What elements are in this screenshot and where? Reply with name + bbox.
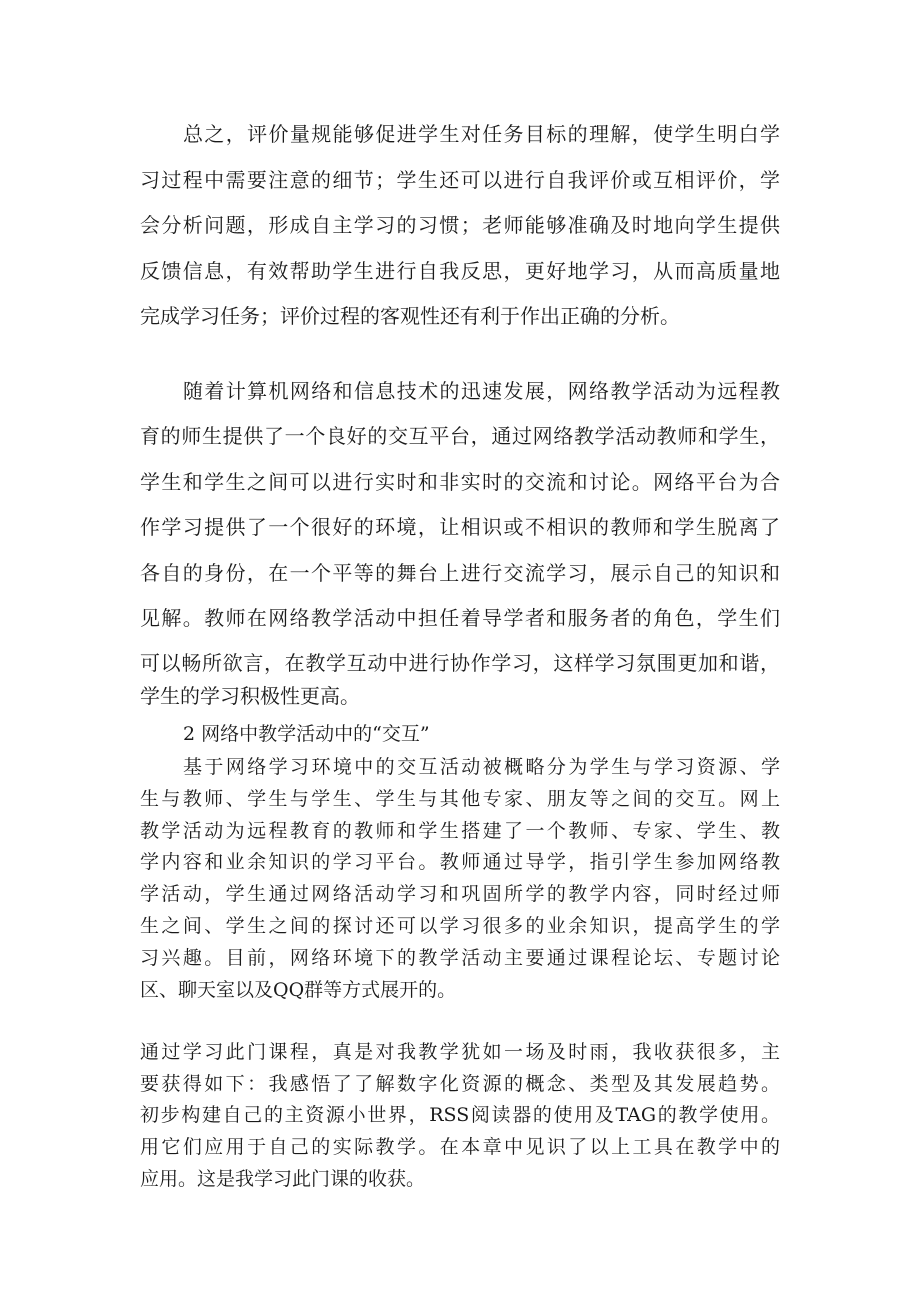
text-line: 要获得如下：我感悟了了解数字化资源的概念、类型及其发展趋势。 xyxy=(140,1073,780,1095)
section-heading: 2 网络中教学活动中的“交互” xyxy=(183,723,430,745)
text-line: 反馈信息，有效帮助学生进行自我反思，更好地学习，从而高质量地 xyxy=(140,259,780,283)
text-line: 学内容和业余知识的学习平台。教师通过导学，指引学生参加网络教 xyxy=(140,851,780,873)
text-line: 可以畅所欲言，在教学互动中进行协作学习，这样学习氛围更加和谐， xyxy=(140,651,780,675)
text-line: 用它们应用于自己的实际教学。在本章中见识了以上工具在教学中的 xyxy=(140,1136,780,1158)
text-line: 习兴趣。目前，网络环境下的教学活动主要通过课程论坛、专题讨论 xyxy=(140,947,780,969)
text-line: 应用。这是我学习此门课的收获。 xyxy=(140,1168,426,1190)
text-line: 随着计算机网络和信息技术的迅速发展，网络教学活动为远程教 xyxy=(183,379,780,403)
text-line: 学生的学习积极性更高。 xyxy=(140,684,360,708)
text-line: 完成学习任务；评价过程的客观性还有利于作出正确的分析。 xyxy=(140,304,680,328)
text-line: 总之，评价量规能够促进学生对任务目标的理解，使学生明白学 xyxy=(183,122,780,146)
text-line: 学活动，学生通过网络活动学习和巩固所学的教学内容，同时经过师 xyxy=(140,883,780,905)
text-line: 通过学习此门课程，真是对我教学犹如一场及时雨，我收获很多，主 xyxy=(140,1041,780,1063)
text-line: 基于网络学习环境中的交互活动被概略分为学生与学习资源、学 xyxy=(183,756,780,778)
text-line: 初步构建自己的主资源小世界，RSS阅读器的使用及TAG的教学使用。 xyxy=(140,1104,780,1126)
text-line: 生与教师、学生与学生、学生与其他专家、朋友等之间的交互。网上 xyxy=(140,788,780,810)
text-line: 区、聊天室以及QQ群等方式展开的。 xyxy=(140,979,457,1001)
text-line: 会分析问题，形成自主学习的习惯；老师能够准确及时地向学生提供 xyxy=(140,213,780,237)
text-line: 各自的身份，在一个平等的舞台上进行交流学习，展示自己的知识和 xyxy=(140,561,780,585)
text-line: 习过程中需要注意的细节；学生还可以进行自我评价或互相评价，学 xyxy=(140,168,780,192)
text-line: 育的师生提供了一个良好的交互平台，通过网络教学活动教师和学生， xyxy=(140,424,780,448)
text-line: 作学习提供了一个很好的环境，让相识或不相识的教师和学生脱离了 xyxy=(140,515,780,539)
text-line: 生之间、学生之间的探讨还可以学习很多的业余知识，提高学生的学 xyxy=(140,915,780,937)
text-line: 学生和学生之间可以进行实时和非实时的交流和讨论。网络平台为合 xyxy=(140,470,780,494)
text-line: 教学活动为远程教育的教师和学生搭建了一个教师、专家、学生、教 xyxy=(140,820,780,842)
text-line: 见解。教师在网络教学活动中担任着导学者和服务者的角色，学生们 xyxy=(140,606,780,630)
